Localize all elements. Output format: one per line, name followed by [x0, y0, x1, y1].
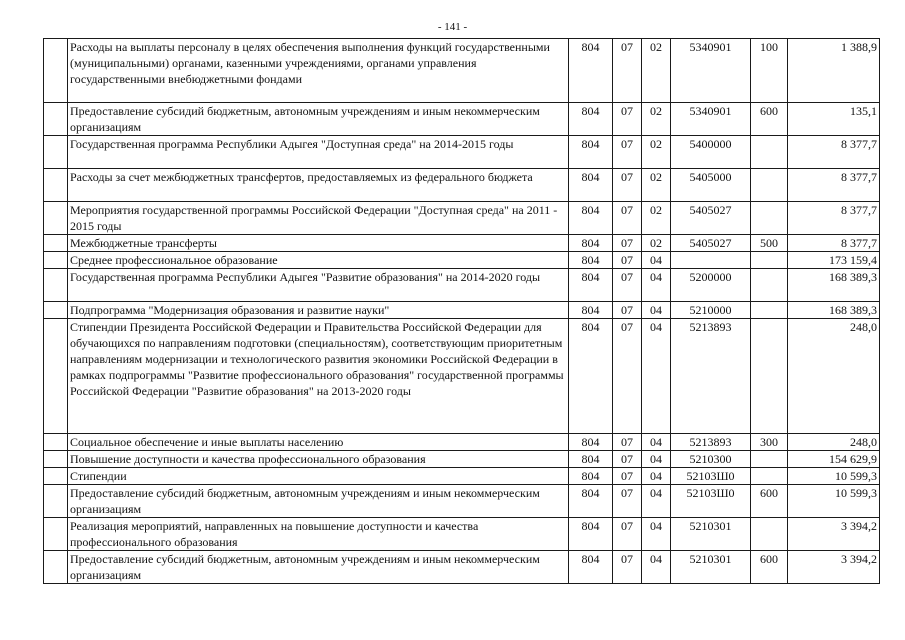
budget-table	[43, 38, 880, 584]
subsection-code: 04	[642, 485, 671, 518]
table-row	[44, 235, 880, 252]
ministry-code: 804	[569, 302, 613, 319]
section-code: 07	[613, 485, 642, 518]
row-name: Среднее профессиональное образование	[68, 252, 569, 269]
ministry-code: 804	[569, 434, 613, 451]
subsection-code: 04	[642, 269, 671, 302]
expense-type-code	[751, 169, 788, 202]
row-number-cell	[44, 39, 68, 103]
subsection-code: 04	[642, 252, 671, 269]
target-article-code: 5400000	[671, 136, 751, 169]
subsection-code: 04	[642, 319, 671, 434]
subsection-code: 04	[642, 451, 671, 468]
expense-type-code: 100	[751, 39, 788, 103]
subsection-code: 04	[642, 551, 671, 584]
expense-type-code	[751, 451, 788, 468]
target-article-code: 5340901	[671, 39, 751, 103]
section-code: 07	[613, 302, 642, 319]
expense-type-code: 600	[751, 103, 788, 136]
target-article-code: 5210301	[671, 518, 751, 551]
table-row	[44, 551, 880, 584]
ministry-code: 804	[569, 485, 613, 518]
section-code: 07	[613, 468, 642, 485]
row-name: Межбюджетные трансферты	[68, 235, 569, 252]
target-article-code: 5340901	[671, 103, 751, 136]
amount: 168 389,3	[788, 302, 880, 319]
row-name: Предоставление субсидий бюджетным, автономным учреждениям и иным некоммерческим организациям	[68, 551, 569, 584]
row-number-cell	[44, 434, 68, 451]
section-code: 07	[613, 103, 642, 136]
amount: 8 377,7	[788, 202, 880, 235]
subsection-code: 04	[642, 468, 671, 485]
subsection-code: 02	[642, 136, 671, 169]
row-name: Предоставление субсидий бюджетным, автономным учреждениям и иным некоммерческим организациям	[68, 485, 569, 518]
section-code: 07	[613, 169, 642, 202]
subsection-code: 04	[642, 302, 671, 319]
section-code: 07	[613, 518, 642, 551]
row-number-cell	[44, 468, 68, 485]
table-row	[44, 202, 880, 235]
subsection-code: 02	[642, 103, 671, 136]
subsection-code: 02	[642, 235, 671, 252]
expense-type-code: 300	[751, 434, 788, 451]
table-row	[44, 518, 880, 551]
row-name: Государственная программа Республики Адыгея "Развитие образования" на 2014-2020 годы	[68, 269, 569, 302]
table-row	[44, 252, 880, 269]
expense-type-code	[751, 269, 788, 302]
amount: 8 377,7	[788, 169, 880, 202]
target-article-code: 52103Ш0	[671, 485, 751, 518]
ministry-code: 804	[569, 103, 613, 136]
row-number-cell	[44, 136, 68, 169]
target-article-code: 5210000	[671, 302, 751, 319]
row-name: Предоставление субсидий бюджетным, автономным учреждениям и иным некоммерческим организациям	[68, 103, 569, 136]
row-name: Реализация мероприятий, направленных на повышение доступности и качества профессионального образования	[68, 518, 569, 551]
table-row	[44, 468, 880, 485]
expense-type-code	[751, 302, 788, 319]
table-row	[44, 451, 880, 468]
target-article-code: 5200000	[671, 269, 751, 302]
row-number-cell	[44, 235, 68, 252]
amount: 10 599,3	[788, 468, 880, 485]
page-number: - 141 -	[437, 21, 468, 33]
expense-type-code	[751, 468, 788, 485]
ministry-code: 804	[569, 451, 613, 468]
table-row	[44, 269, 880, 302]
amount: 8 377,7	[788, 235, 880, 252]
row-number-cell	[44, 103, 68, 136]
row-number-cell	[44, 302, 68, 319]
row-number-cell	[44, 319, 68, 434]
table-row	[44, 39, 880, 103]
amount: 173 159,4	[788, 252, 880, 269]
expense-type-code	[751, 252, 788, 269]
amount: 154 629,9	[788, 451, 880, 468]
target-article-code: 5210301	[671, 551, 751, 584]
table-row	[44, 103, 880, 136]
amount: 248,0	[788, 434, 880, 451]
section-code: 07	[613, 319, 642, 434]
subsection-code: 02	[642, 169, 671, 202]
expense-type-code	[751, 518, 788, 551]
subsection-code: 02	[642, 39, 671, 103]
table-row	[44, 485, 880, 518]
amount: 10 599,3	[788, 485, 880, 518]
row-name: Расходы за счет межбюджетных трансфертов, предоставляемых из федерального бюджета	[68, 169, 569, 202]
expense-type-code: 500	[751, 235, 788, 252]
ministry-code: 804	[569, 551, 613, 584]
amount: 168 389,3	[788, 269, 880, 302]
row-name: Расходы на выплаты персоналу в целях обеспечения выполнения функций государственными (муниципальными) органами, казенными учреждениями, органами управления государственными внебюджетными фондами	[68, 39, 569, 103]
amount: 3 394,2	[788, 551, 880, 584]
table-row	[44, 319, 880, 434]
row-number-cell	[44, 551, 68, 584]
row-name: Подпрограмма "Модернизация образования и развитие науки"	[68, 302, 569, 319]
budget-table-body	[44, 39, 880, 584]
expense-type-code	[751, 202, 788, 235]
section-code: 07	[613, 451, 642, 468]
row-number-cell	[44, 518, 68, 551]
section-code: 07	[613, 434, 642, 451]
row-name: Стипендии Президента Российской Федерации и Правительства Российской Федерации для обучающихся по направлениям подготовки (специальностям), соответствующим приоритетным направлениям модернизации и технологического развития экономики Российской Федерации в рамках подпрограммы "Развитие профессионального образования" государственной программы Российской Федерации "Развитие образования" на 2013-2020 годы	[68, 319, 569, 434]
row-number-cell	[44, 451, 68, 468]
section-code: 07	[613, 235, 642, 252]
target-article-code	[671, 252, 751, 269]
target-article-code: 5210300	[671, 451, 751, 468]
target-article-code: 5405027	[671, 202, 751, 235]
row-name: Повышение доступности и качества профессионального образования	[68, 451, 569, 468]
row-name: Социальное обеспечение и иные выплаты населению	[68, 434, 569, 451]
amount: 135,1	[788, 103, 880, 136]
ministry-code: 804	[569, 202, 613, 235]
target-article-code: 5405027	[671, 235, 751, 252]
amount: 8 377,7	[788, 136, 880, 169]
ministry-code: 804	[569, 39, 613, 103]
table-row	[44, 169, 880, 202]
amount: 248,0	[788, 319, 880, 434]
target-article-code: 5213893	[671, 434, 751, 451]
subsection-code: 02	[642, 202, 671, 235]
ministry-code: 804	[569, 235, 613, 252]
ministry-code: 804	[569, 252, 613, 269]
amount: 1 388,9	[788, 39, 880, 103]
ministry-code: 804	[569, 468, 613, 485]
row-name: Мероприятия государственной программы Российской Федерации "Доступная среда" на 2011 - 2015 годы	[68, 202, 569, 235]
section-code: 07	[613, 269, 642, 302]
subsection-code: 04	[642, 518, 671, 551]
row-number-cell	[44, 252, 68, 269]
table-row	[44, 434, 880, 451]
target-article-code: 5213893	[671, 319, 751, 434]
section-code: 07	[613, 551, 642, 584]
table-row	[44, 136, 880, 169]
ministry-code: 804	[569, 319, 613, 434]
row-number-cell	[44, 202, 68, 235]
section-code: 07	[613, 202, 642, 235]
row-number-cell	[44, 169, 68, 202]
row-name: Государственная программа Республики Адыгея "Доступная среда" на 2014-2015 годы	[68, 136, 569, 169]
subsection-code: 04	[642, 434, 671, 451]
section-code: 07	[613, 136, 642, 169]
section-code: 07	[613, 39, 642, 103]
amount: 3 394,2	[788, 518, 880, 551]
table-row	[44, 302, 880, 319]
ministry-code: 804	[569, 169, 613, 202]
row-name: Стипендии	[68, 468, 569, 485]
expense-type-code: 600	[751, 485, 788, 518]
target-article-code: 5405000	[671, 169, 751, 202]
section-code: 07	[613, 252, 642, 269]
expense-type-code	[751, 319, 788, 434]
ministry-code: 804	[569, 269, 613, 302]
ministry-code: 804	[569, 136, 613, 169]
target-article-code: 52103Ш0	[671, 468, 751, 485]
row-number-cell	[44, 269, 68, 302]
row-number-cell	[44, 485, 68, 518]
expense-type-code: 600	[751, 551, 788, 584]
ministry-code: 804	[569, 518, 613, 551]
expense-type-code	[751, 136, 788, 169]
